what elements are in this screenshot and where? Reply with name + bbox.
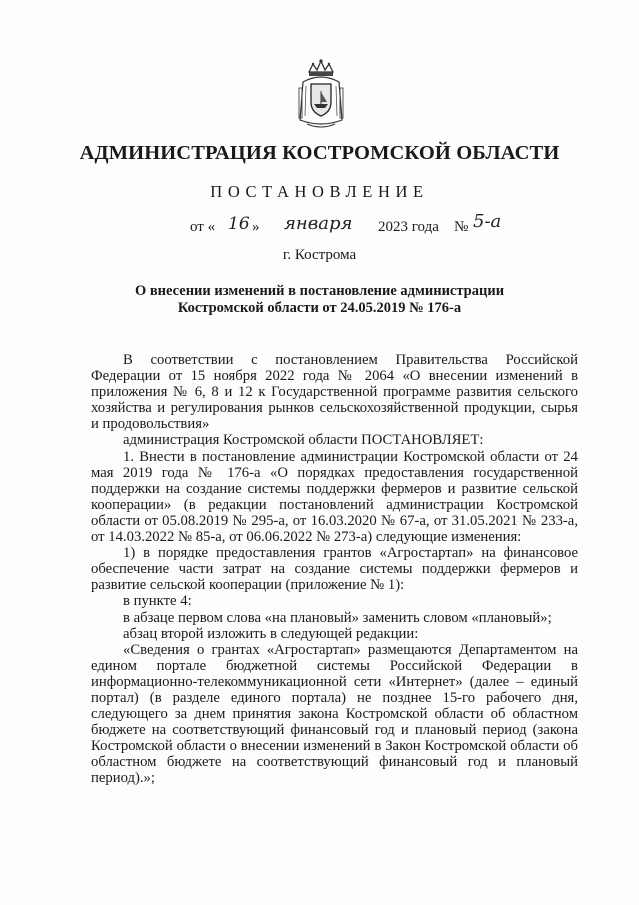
organization-title: АДМИНИСТРАЦИЯ КОСТРОМСКОЙ ОБЛАСТИ <box>79 142 560 164</box>
paragraph-second-abzac: абзац второй изложить в следующей редакции: <box>123 625 419 642</box>
paragraph-point-4: в пункте 4: <box>123 593 192 610</box>
date-prefix: от « <box>190 219 216 235</box>
date-year: 2023 года <box>378 219 439 235</box>
paragraph-first-abzac: в абзаце первом слова «на плановый» заменить словом «плановый»; <box>123 609 552 626</box>
document-body <box>91 352 578 787</box>
date-day-close: » <box>252 219 260 235</box>
kostroma-coat-of-arms-icon <box>297 58 345 130</box>
paragraph-resolves: администрация Костромской области ПОСТАНОВЛЯЕТ: <box>123 432 484 449</box>
document-number-handwritten: 5-а <box>473 211 502 232</box>
subject-line-1: О внесении изменений в постановление администрации <box>134 283 505 299</box>
document-type: ПОСТАНОВЛЕНИЕ <box>210 182 429 201</box>
date-day-handwritten: 16 <box>228 214 250 234</box>
paragraph-subitem-1: 1) в порядке предоставления грантов «Агростартап» на финансовое обеспечение части затрат на создание системы поддержки фермеров и развитие сельской кооперации (приложение № 1): <box>91 545 578 594</box>
city-name: г. Кострома <box>282 247 357 263</box>
paragraph-new-wording: «Сведения о грантах «Агростартап» размещаются Департаментом на едином портале бюджетной системы Российской Федерации в информационно-телекоммуникационной сети «Интернет» (далее – единый портал) (в разделе единого портала) не позднее 15-го рабочего дня, следующего за днем принятия закона Костромской области об областном бюджете на соответствующий финансовый год и плановый период (закона Костромской области о внесении изменений в Закон Костромской области об областном бюджете на соответствующий финансовый год и плановый период).»; <box>91 641 578 787</box>
paragraph-item-1: 1. Внести в постановление администрации Костромской области от 24 мая 2019 года № 176-а «О порядках предоставления государственной поддержки на создание системы поддержки фермеров и развитие сельской кооперации» (в редакции постановлений администрации Костромской области от 05.08.2019 № 295-а, от 16.03.2020 № 67-а, от 31.05.2021 № 233-а, от 14.03.2022 № 85-а, от 06.06.2022 № 273-а) следующие изменения: <box>91 448 578 546</box>
subject-line-2: Костромской области от 24.05.2019 № 176-а <box>177 300 462 316</box>
paragraph-preamble: В соответствии с постановлением Правительства Российской Федерации от 15 ноября 2022 года № 2064 «О внесении изменений в приложения № 6, 8 и 12 к Государственной программе развития сельского хозяйства и регулирования рынков сельскохозяйственной продукции, сырья и продовольствия» <box>91 352 578 433</box>
document-subject <box>100 283 539 317</box>
date-and-number-line <box>186 211 546 241</box>
number-sign: № <box>454 219 469 235</box>
date-month-handwritten: января <box>284 213 353 234</box>
